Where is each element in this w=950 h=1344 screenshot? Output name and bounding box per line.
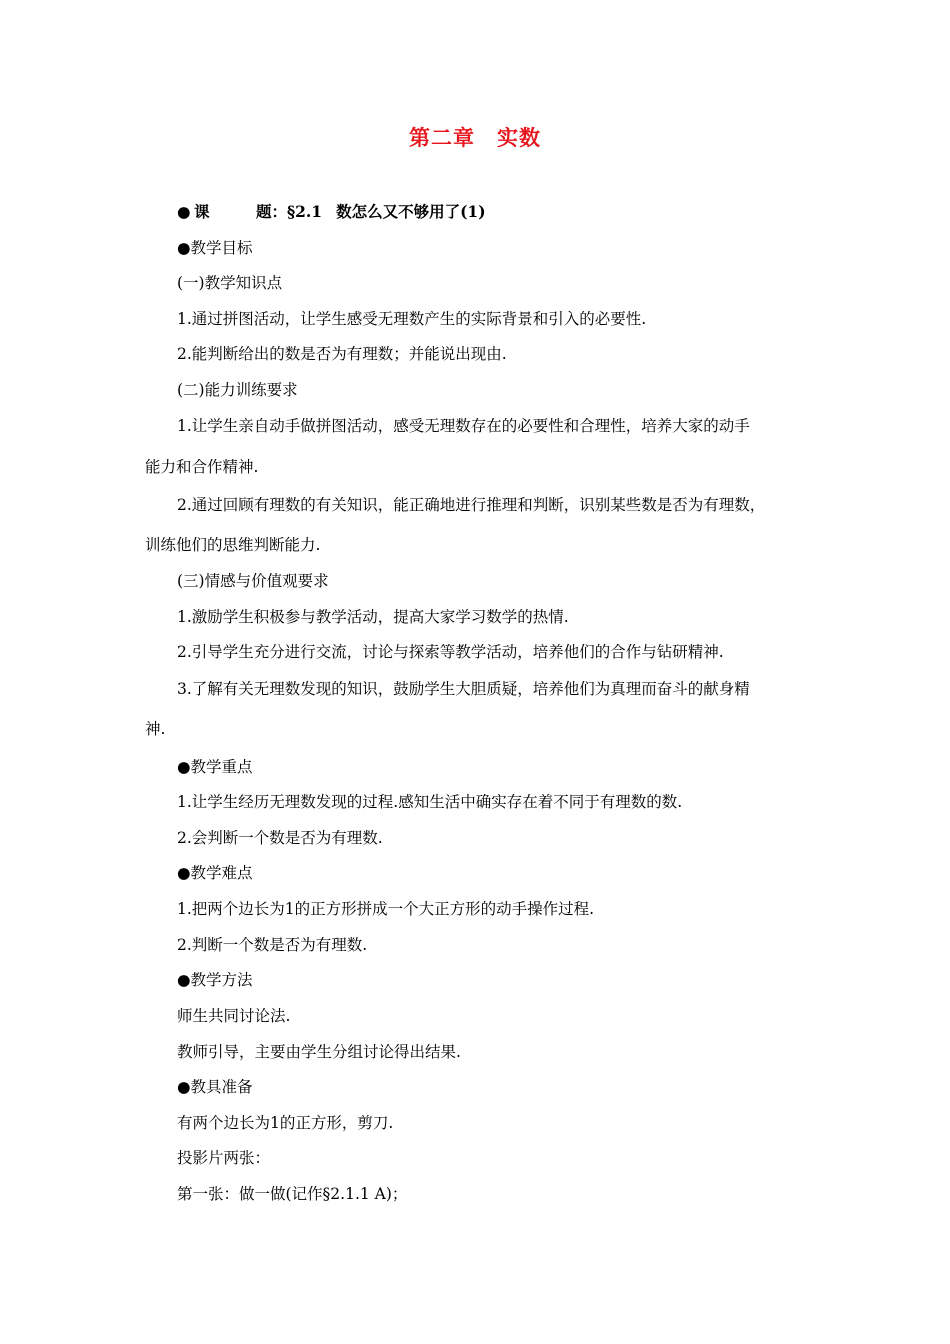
difficulty-1: 1.把两个边长为1的正方形拼成一个大正方形的动手操作过程. (177, 900, 595, 918)
lesson-label-a: 课 (194, 202, 210, 221)
method-2: 教师引导，主要由学生分组讨论得出结果. (177, 1043, 461, 1061)
bullet-icon: ● (177, 202, 191, 221)
method-1: 师生共同讨论法. (177, 1007, 291, 1025)
knowledge-item-2: 2.能判断给出的数是否为有理数；并能说出现由. (177, 345, 507, 363)
emotion-item-3-cont: 神. (145, 720, 166, 738)
lesson-line (177, 201, 486, 223)
key-points-heading: ●教学重点 (177, 758, 253, 776)
ability-heading: (二)能力训练要求 (177, 381, 298, 399)
methods-heading: ●教学方法 (177, 971, 253, 989)
ability-item-1-cont: 能力和合作精神. (145, 458, 259, 476)
preparation-item-3: 第一张：做一做(记作§2.1.1 A)； (177, 1185, 408, 1203)
difficulties-heading: ●教学难点 (177, 864, 253, 882)
ability-item-2: 2.通过回顾有理数的有关知识，能正确地进行推理和判断，识别某些数是否为有理数， (177, 496, 766, 514)
preparation-item-1: 有两个边长为1的正方形，剪刀. (177, 1114, 394, 1132)
chapter-name: 实数 (497, 125, 541, 150)
emotion-heading: (三)情感与价值观要求 (177, 572, 329, 590)
key-point-2: 2.会判断一个数是否为有理数. (177, 829, 383, 847)
key-point-1: 1.让学生经历无理数发现的过程.感知生活中确实存在着不同于有理数的数. (177, 793, 683, 811)
difficulty-2: 2.判断一个数是否为有理数. (177, 936, 368, 954)
preparation-item-2: 投影片两张： (177, 1149, 271, 1167)
lesson-label-b: 题： (256, 202, 288, 221)
chapter-number: 第二章 (409, 125, 475, 150)
emotion-item-2: 2.引导学生充分进行交流，讨论与探索等教学活动，培养他们的合作与钻研精神. (177, 643, 724, 661)
ability-item-2-cont: 训练他们的思维判断能力. (145, 536, 321, 554)
ability-item-1: 1.让学生亲自动手做拼图活动，感受无理数存在的必要性和合理性，培养大家的动手 (177, 417, 750, 435)
emotion-item-1: 1.激励学生积极参与教学活动，提高大家学习数学的热情. (177, 608, 569, 626)
lesson-topic: 数怎么又不够用了(1) (336, 202, 486, 221)
knowledge-heading: (一)教学知识点 (177, 274, 283, 292)
lesson-section: §2.1 (287, 202, 323, 221)
objectives-heading: ●教学目标 (177, 239, 253, 257)
chapter-title (0, 122, 950, 152)
emotion-item-3: 3.了解有关无理数发现的知识，鼓励学生大胆质疑，培养他们为真理而奋斗的献身精 (177, 680, 750, 698)
preparation-heading: ●教具准备 (177, 1078, 253, 1096)
knowledge-item-1: 1.通过拼图活动，让学生感受无理数产生的实际背景和引入的必要性. (177, 310, 647, 328)
